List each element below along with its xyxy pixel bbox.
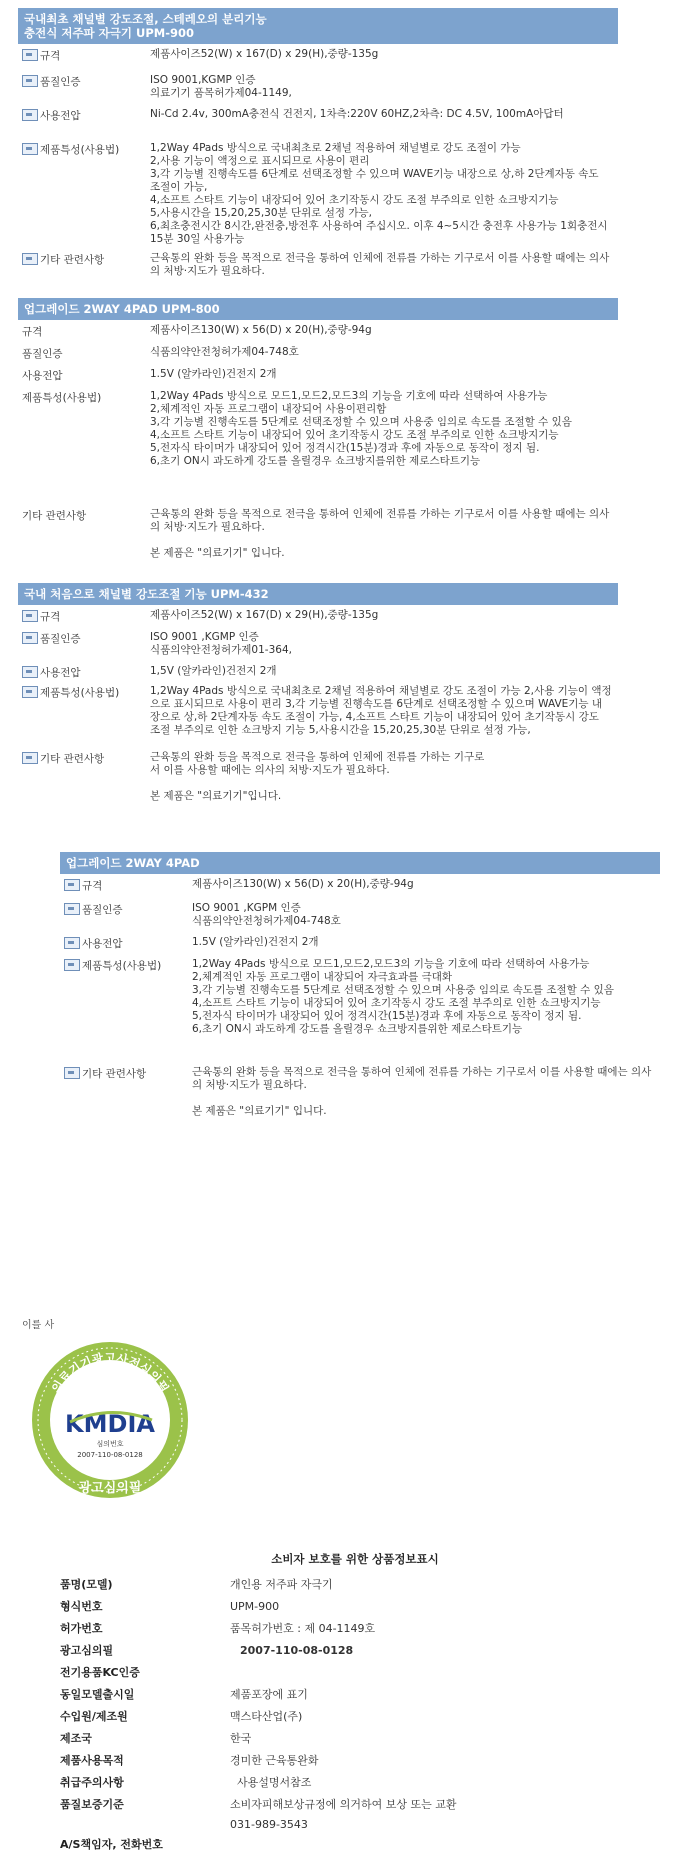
info-row: 허가번호 품목허가번호 : 제 04-1149호 bbox=[60, 1622, 376, 1635]
spec-value: 1,5V (알카라인)건전지 2개 bbox=[150, 665, 277, 677]
info-row: 제조국 한국 bbox=[60, 1732, 252, 1745]
ad-review-seal bbox=[30, 1340, 190, 1500]
bullet-icon bbox=[64, 879, 80, 891]
bullet-icon bbox=[64, 903, 80, 915]
info-row: A/S책임자, 전화번호 bbox=[60, 1838, 163, 1851]
spec-label: 품질인증 bbox=[40, 633, 81, 645]
info-row: 취급주의사항 사용설명서참조 bbox=[60, 1776, 312, 1789]
spec-label: 제품특성(사용법) bbox=[22, 392, 102, 404]
spec-table bbox=[60, 878, 660, 1126]
cert-caption: 이를 사 bbox=[22, 1320, 55, 1331]
consumer-info-table bbox=[60, 1551, 620, 1855]
spec-value: 제품사이즈52(W) x 167(D) x 29(H),중량-135g bbox=[150, 48, 379, 60]
kmdia-logo: KMDIA bbox=[65, 1410, 155, 1438]
spec-value: ISO 9001 ,KGPM 인증 식품의약안전청허가제04-748호 bbox=[192, 902, 341, 927]
info-row: 품명(모델) 개인용 저주파 자극기 bbox=[60, 1578, 333, 1591]
bullet-icon bbox=[64, 959, 80, 971]
spec-label: 사용전압 bbox=[82, 938, 123, 950]
bullet-icon bbox=[22, 109, 38, 121]
spec-label: 제품특성(사용법) bbox=[82, 960, 162, 972]
spec-table bbox=[18, 609, 618, 811]
info-row: 품질보증기준 소비자피해보상규정에 의거하여 보상 또는 교환 bbox=[60, 1798, 457, 1811]
product-section-upgrade bbox=[60, 852, 660, 1126]
spec-value: 제품사이즈130(W) x 56(D) x 20(H),중량-94g bbox=[192, 878, 414, 890]
section-header: 업그레이드 2WAY 4PAD bbox=[60, 852, 660, 874]
spec-label: 규격 bbox=[40, 50, 61, 62]
bullet-icon bbox=[22, 49, 38, 61]
spec-value: 1,2Way 4Pads 방식으로 국내최초로 2채널 적용하여 채널별로 강도 조절이 가능 2,사용 기능이 액정으로 표시되므로 사용이 편리 3,각 기능별 진행속도를 6단계로 선택조정할 수 있으며 WAVE기능 내장으로 상,하 2단계자동 속도 조절이 가능, 4,소프트 스타트 기능이 내장되어 있어 초기작동시 강도 조절 부주의로 인한 쇼크방지 기능 5,사용시간을 15,20,25,30분 단위로 설정 가능, bbox=[150, 685, 612, 736]
info-row: 전기용품KC인증 bbox=[60, 1666, 140, 1679]
bullet-icon bbox=[22, 632, 38, 644]
bullet-icon bbox=[22, 75, 38, 87]
spec-value: 근육통의 완화 등을 목적으로 전극을 통하여 인체에 전류를 가하는 기구로서 이를 사용할 때에는 의사의 처방·지도가 필요하다. bbox=[150, 252, 610, 277]
seal-number: 2007-110-08-0128 bbox=[77, 1451, 143, 1459]
bullet-icon bbox=[22, 752, 38, 764]
spec-value: ISO 9001,KGMP 인증 의료기기 품목허가제04-1149, bbox=[150, 74, 292, 99]
spec-value: 제품사이즈130(W) x 56(D) x 20(H),중량-94g bbox=[150, 324, 372, 336]
spec-table bbox=[18, 48, 618, 282]
seal-bottom-text: 광고심의필 bbox=[78, 1481, 142, 1496]
info-row: 제품사용목적 경미한 근육통완화 bbox=[60, 1754, 319, 1767]
spec-value: ISO 9001 ,KGMP 인증 식품의약안전청허가제01-364, bbox=[150, 631, 292, 656]
spec-label: 기타 관련사항 bbox=[40, 254, 105, 266]
bullet-icon bbox=[22, 686, 38, 698]
spec-label: 제품특성(사용법) bbox=[40, 144, 120, 156]
product-section-upm432 bbox=[18, 583, 618, 811]
spec-label: 제품특성(사용법) bbox=[40, 687, 120, 699]
spec-label: 사용전압 bbox=[40, 667, 81, 679]
spec-value: 근육통의 완화 등을 목적으로 전극을 통하여 인체에 전류를 가하는 기구로서 이를 사용할 때에는 의사의 처방·지도가 필요하다. 본 제품은 "의료기기" 입니다. bbox=[150, 508, 610, 559]
bullet-icon bbox=[22, 610, 38, 622]
spec-label: 품질인증 bbox=[82, 904, 123, 916]
spec-value: 1.5V (알카라인)건전지 2개 bbox=[192, 936, 319, 948]
spec-label: 기타 관련사항 bbox=[22, 510, 87, 522]
spec-value: Ni-Cd 2.4v, 300mA충전식 건전지, 1차측:220V 60HZ,2차측: DC 4.5V, 100mA아답터 bbox=[150, 108, 564, 120]
spec-value: 제품사이즈52(W) x 167(D) x 29(H),중량-135g bbox=[150, 609, 379, 621]
spec-value: 근육통의 완화 등을 목적으로 전극을 통하여 인체에 전류를 가하는 기구로 서 이를 사용할 때에는 의사의 처방·지도가 필요하다. 본 제품은 "의료기기"입니다. bbox=[150, 751, 485, 802]
bullet-icon bbox=[64, 937, 80, 949]
spec-label: 규격 bbox=[82, 880, 103, 892]
spec-label: 기타 관련사항 bbox=[82, 1068, 147, 1080]
spec-value: 1,2Way 4Pads 방식으로 국내최초로 2채널 적용하여 채널별로 강도 조절이 가능 2,사용 기능이 액정으로 표시되므로 사용이 편리 3,각 기능별 진행속도를 6단계로 선택조정할 수 있으며 WAVE기능 내장으로 상,하 2단계자동 속도 조절이 가능, 4,소프트 스타트 기능이 내장되어 있어 초기작동시 강도 조절 부주의로 인한 쇼크방지기능 5,사용시간을 15,20,25,30분 단위로 설정 가능, 6,최초충전시간 8시간,완전충,방전후 사용하여 주십시오. 이후 4~5시간 충전후 사용가능 1회충전시 15분 30일 사용가능 bbox=[150, 142, 608, 245]
info-row: 광고심의필 2007-110-08-0128 bbox=[60, 1643, 354, 1657]
spec-label: 규격 bbox=[40, 611, 61, 623]
bullet-icon bbox=[22, 666, 38, 678]
info-row: 동일모델출시일 제품포장에 표기 bbox=[60, 1688, 308, 1701]
spec-value: 식품의약안전청허가제04-748호 bbox=[150, 346, 299, 358]
spec-label: 사용전압 bbox=[40, 110, 81, 122]
spec-label: 기타 관련사항 bbox=[40, 753, 105, 765]
section-header: 업그레이드 2WAY 4PAD UPM-800 bbox=[18, 298, 618, 320]
product-section-upm800 bbox=[18, 298, 618, 568]
spec-label: 사용전압 bbox=[22, 370, 63, 382]
spec-table bbox=[18, 324, 618, 568]
seal-ring-text: 의료기기광고사전심의필 bbox=[48, 1351, 172, 1396]
spec-value: 1,2Way 4Pads 방식으로 모드1,모드2,모드3의 기능을 기호에 따라 선택하여 사용가능 2,체계적인 자동 프로그램이 내장되어 사용이편리함 3,각 기능별 진행속도를 5단계로 선택조정할 수 있으며 사용중 임의로 속도를 조절할 수 있음 4,소프트 스타트 기능이 내장되어 있어 초기작동시 강도 조절 부주의로 인한 쇼크방지기능 5,전자식 타이머가 내장되어 있어 정격시간(15분)경과 후에 자동으로 동작이 정지 됨. 6,초기 ON시 과도하게 강도를 올릴경우 쇼크방지를위한 제로스타트기능 bbox=[150, 390, 572, 467]
spec-label: 규격 bbox=[22, 326, 43, 338]
spec-value: 1.5V (알카라인)건전지 2개 bbox=[150, 368, 277, 380]
spec-value: 1,2Way 4Pads 방식으로 모드1,모드2,모드3의 기능을 기호에 따라 선택하여 사용가능 2,체계적인 자동 프로그램이 내장되어 자극효과를 극대화 3,각 기능별 진행속도를 5단계로 선택조정할 수 있으며 사용중 임의로 속도를 조절할 수 있음 4,소프트 스타트 기능이 내장되어 있어 초기작동시 강도 조절 부주의로 인한 쇼크방지기능 5,전자식 타이머가 내장되어 있어 정격시간(15분)경과 후에 자동으로 동작이 정지 됨. 6,초기 ON시 과도하게 강도를 올릴경우 쇼크방지를위한 제로스타트기능 bbox=[192, 958, 614, 1035]
bullet-icon bbox=[22, 143, 38, 155]
section-header: 국내최초 채널별 강도조절, 스테레오의 분리기능 충전식 저주파 자극기 UPM-900 bbox=[18, 8, 618, 44]
info-row: 031-989-3543 bbox=[230, 1817, 308, 1831]
spec-label: 품질인증 bbox=[40, 76, 81, 88]
spec-label: 품질인증 bbox=[22, 348, 63, 360]
info-row: 형식번호 UPM-900 bbox=[60, 1599, 280, 1613]
spec-value: 근육통의 완화 등을 목적으로 전극을 통하여 인체에 전류를 가하는 기구로서 이를 사용할 때에는 의사의 처방·지도가 필요하다. 본 제품은 "의료기기" 입니다. bbox=[192, 1066, 652, 1117]
product-section-upm900 bbox=[18, 8, 618, 282]
section-header: 국내 처음으로 채널별 강도조절 기능 UPM-432 bbox=[18, 583, 618, 605]
bullet-icon bbox=[22, 253, 38, 265]
info-row: 수입원/제조원 맥스타산업(주) bbox=[60, 1710, 303, 1723]
bullet-icon bbox=[64, 1067, 80, 1079]
info-title: 소비자 보호를 위한 상품정보표시 bbox=[271, 1552, 439, 1566]
seal-number-label: 심의번호 bbox=[96, 1440, 124, 1448]
